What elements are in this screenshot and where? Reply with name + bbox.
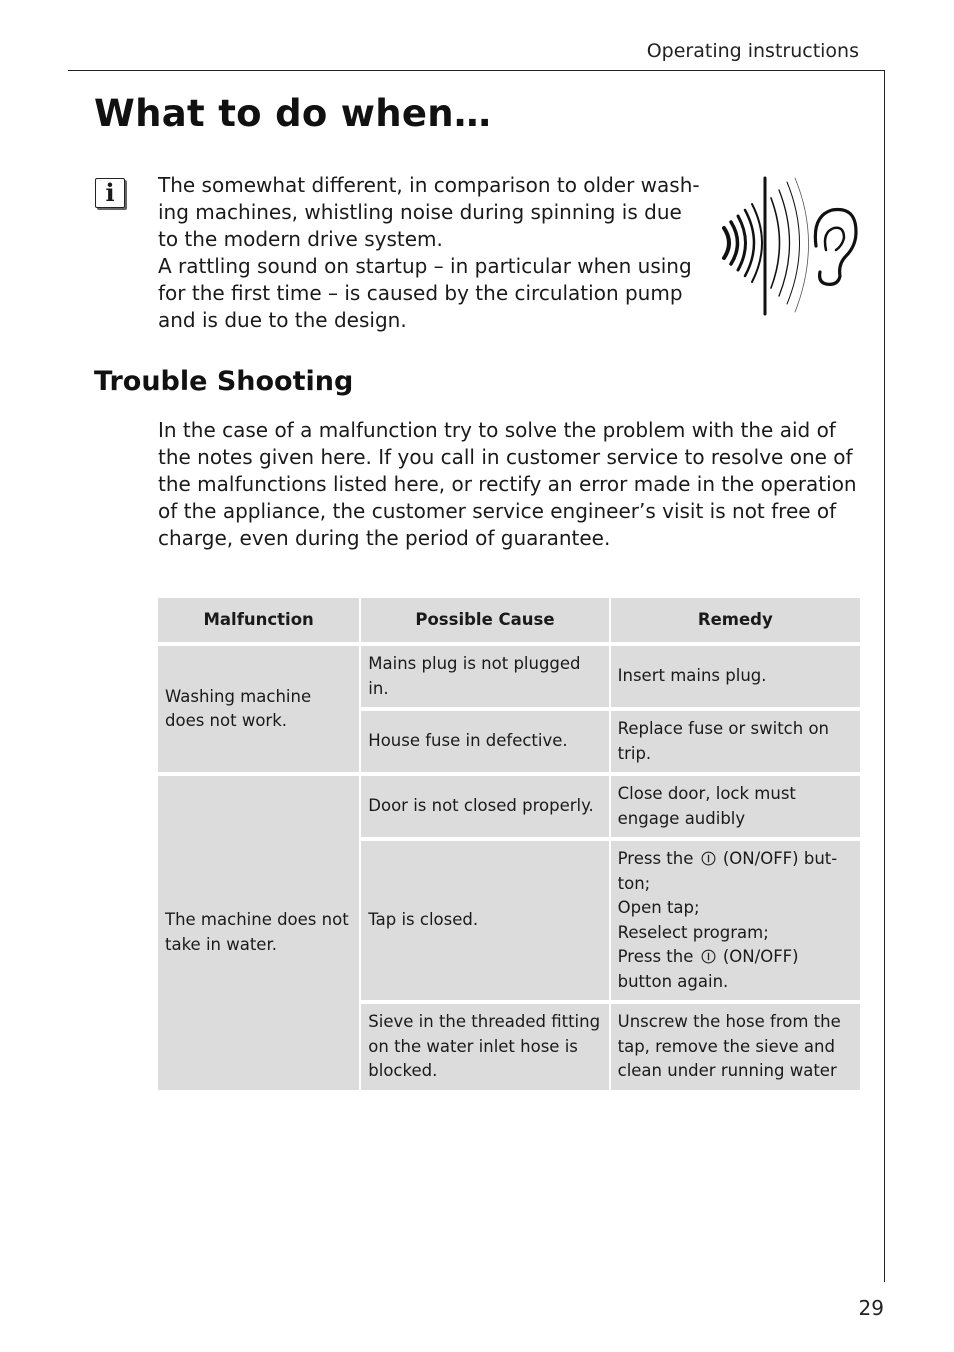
cause-cell: Sieve in the threaded fitting on the water inlet hose is blocked. [361, 1004, 608, 1090]
remedy-text: (ON/OFF) button again. [617, 947, 799, 991]
malfunction-cell: Washing machine does not work. [158, 646, 359, 772]
page-title: What to do when… [94, 92, 492, 135]
sound-wave-ear-icon [716, 176, 864, 318]
remedy-cell [611, 841, 860, 1000]
remedy-cell: Insert mains plug. [611, 646, 860, 707]
remedy-cell: Replace fuse or switch on trip. [611, 711, 860, 772]
cause-cell: House fuse in defective. [361, 711, 608, 772]
table-row [158, 646, 860, 707]
remedy-cell: Unscrew the hose from the tap, remove the sieve and clean under running water [611, 1004, 860, 1090]
cause-cell: Mains plug is not plugged in. [361, 646, 608, 707]
margin-rule [884, 70, 885, 1282]
running-header: Operating instructions [646, 40, 859, 62]
remedy-text: (ON/OFF) but-ton; [617, 849, 838, 893]
remedy-text: Reselect program; [617, 922, 769, 942]
power-button-icon [701, 949, 716, 964]
table-header-row [158, 598, 860, 642]
malfunction-cell: The machine does not take in water. [158, 776, 359, 1090]
cause-cell: Tap is closed. [361, 841, 608, 1000]
info-note-line-2: A rattling sound on startup – in particular when using for the first time – is caused by the circulation pump and is due to the design. [158, 254, 692, 332]
remedy-cell: Close door, lock must engage audibly [611, 776, 860, 837]
remedy-text: Open tap; [617, 898, 700, 917]
page-number: 29 [858, 1296, 884, 1320]
cause-cell: Door is not closed properly. [361, 776, 608, 837]
remedy-text: Press the [617, 849, 694, 868]
section-heading: Trouble Shooting [94, 366, 354, 397]
header-malfunction: Malfunction [158, 598, 359, 642]
power-button-icon [701, 851, 716, 866]
info-note-line-1: The somewhat different, in comparison to older wash-ing machines, whistling noise during spinning is due to the modern drive system. [158, 173, 700, 251]
info-icon: i [95, 178, 125, 208]
troubleshooting-table [156, 594, 862, 1094]
header-possible-cause: Possible Cause [361, 598, 608, 642]
remedy-text: Press the [617, 947, 694, 966]
troubleshooting-intro: In the case of a malfunction try to solve the problem with the aid of the notes given here. If you call in customer service to resolve one of the malfunctions listed here, or rectify an error made in the operation of the appliance, the customer service engineer’s visit is not free of charge, even during the period of guarantee. [158, 418, 857, 550]
header-remedy: Remedy [611, 598, 860, 642]
info-note [158, 172, 706, 334]
header-rule [68, 70, 885, 71]
table-row [158, 776, 860, 837]
